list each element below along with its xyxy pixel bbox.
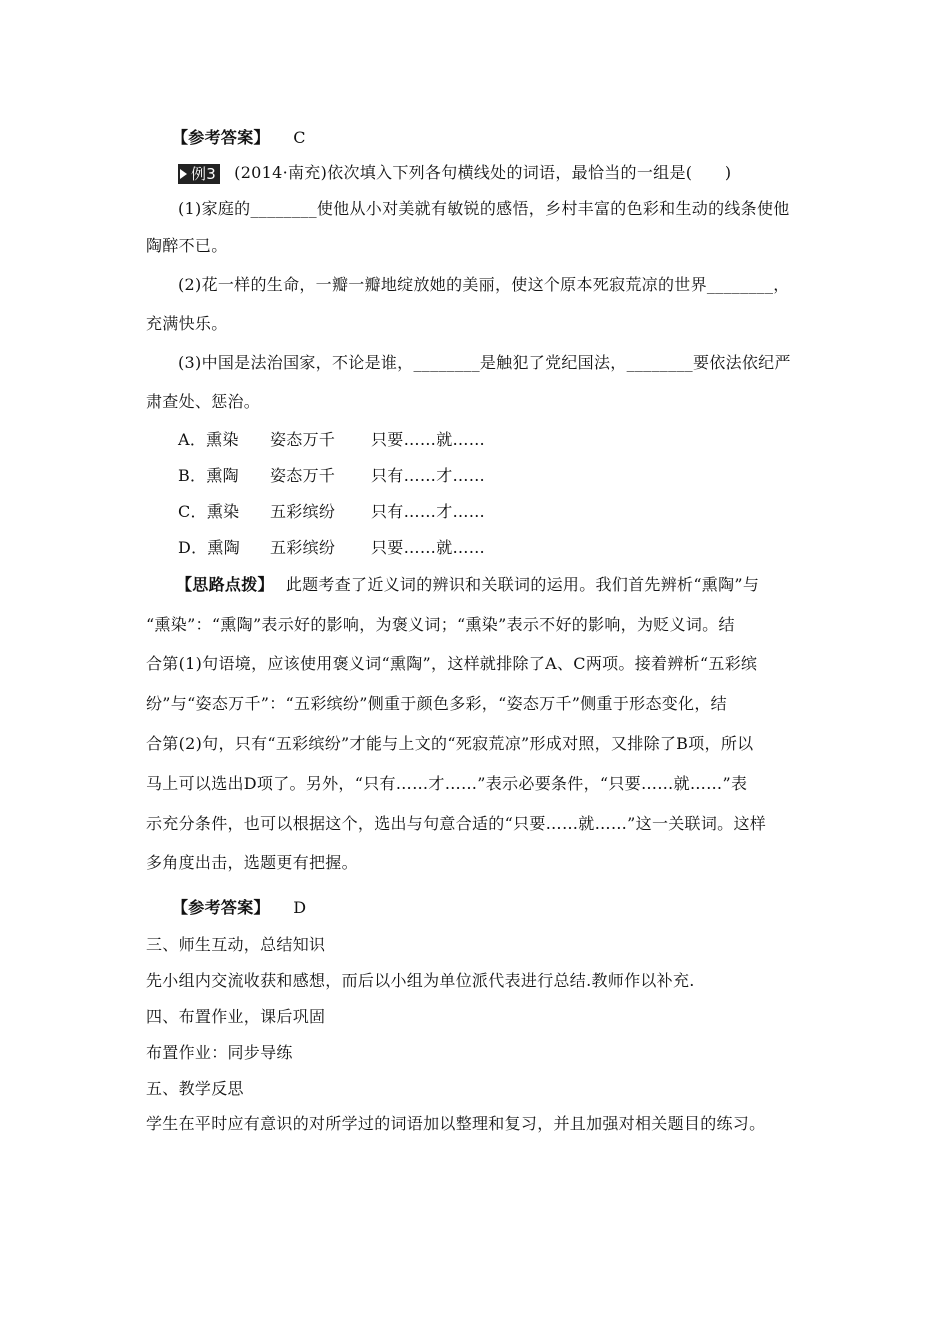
section-3-text: 先小组内交流收获和感想，而后以小组为单位派代表进行总结.教师作以补充.: [146, 971, 695, 990]
answer-1-value: C: [293, 128, 306, 147]
sentence-3b: 肃查处、惩治。: [146, 392, 261, 411]
analysis-line-6: 马上可以选出D项了。另外，“只有……才……”表示必要条件，“只要……就……”表: [146, 774, 748, 793]
section-5-title: 五、教学反思: [146, 1079, 244, 1098]
sentence-2a: (2)花一样的生命，一瓣一瓣地绽放她的美丽，使这个原本死寂荒凉的世界________，: [178, 275, 790, 294]
option-b-word3: 只有……才……: [371, 466, 486, 485]
option-c-letter: C．熏染: [178, 502, 240, 521]
answer-2-label: 【参考答案】: [172, 898, 270, 917]
option-d: [178, 537, 485, 559]
option-d-word3: 只要……就……: [371, 538, 486, 557]
example-stem: (2014·南充)依次填入下列各句横线处的词语，最恰当的一组是( ): [234, 163, 732, 182]
example-stem-line: [178, 162, 731, 184]
analysis-line-1: [176, 574, 759, 596]
analysis-text-1: 此题考查了近义词的辨识和关联词的运用。我们首先辨析“熏陶”与: [285, 575, 760, 594]
analysis-line-4: 纷”与“姿态万千”：“五彩缤纷”侧重于颜色多彩，“姿态万千”侧重于形态变化，结: [146, 694, 727, 713]
analysis-line-2: “熏染”：“熏陶”表示好的影响，为褒义词；“熏染”表示不好的影响，为贬义词。结: [146, 615, 735, 634]
option-a: [178, 429, 485, 451]
analysis-label: 【思路点拨】: [176, 575, 274, 594]
analysis-line-5: 合第(2)句，只有“五彩缤纷”才能与上文的“死寂荒凉”形成对照，又排除了B项，所以: [146, 734, 754, 753]
section-3-title: 三、师生互动，总结知识: [146, 935, 326, 954]
sentence-1b: 陶醉不已。: [146, 236, 228, 255]
play-triangle-icon: [180, 169, 187, 179]
option-d-word2: 五彩缤纷: [270, 538, 336, 557]
analysis-line-7: 示充分条件，也可以根据这个，选出与句意合适的“只要……就……”这一关联词。这样: [146, 814, 767, 833]
answer-1: [172, 127, 306, 149]
analysis-line-3: 合第(1)句语境，应该使用褒义词“熏陶”，这样就排除了A、C两项。接着辨析“五彩缤: [146, 654, 758, 673]
option-a-letter: A．熏染: [178, 430, 239, 449]
option-a-word2: 姿态万千: [270, 430, 336, 449]
option-b-word2: 姿态万千: [270, 466, 336, 485]
example-tag-label: 例3: [191, 164, 217, 183]
sentence-2b: 充满快乐。: [146, 314, 228, 333]
option-b: [178, 465, 485, 487]
answer-2-value: D: [293, 898, 307, 917]
section-4-text: 布置作业：同步导练: [146, 1043, 293, 1062]
option-a-word3: 只要……就……: [371, 430, 486, 449]
answer-1-label: 【参考答案】: [172, 128, 270, 147]
section-4-title: 四、布置作业，课后巩固: [146, 1007, 326, 1026]
option-b-letter: B．熏陶: [178, 466, 239, 485]
option-d-letter: D．熏陶: [178, 538, 241, 557]
option-c-word2: 五彩缤纷: [270, 502, 336, 521]
sentence-1a: (1)家庭的________使他从小对美就有敏锐的感悟，乡村丰富的色彩和生动的线条使他: [178, 199, 790, 218]
section-5-text: 学生在平时应有意识的对所学过的词语加以整理和复习，并且加强对相关题目的练习。: [146, 1114, 766, 1133]
option-c-word3: 只有……才……: [371, 502, 486, 521]
answer-2: [172, 897, 306, 919]
analysis-line-8: 多角度出击，选题更有把握。: [146, 853, 358, 872]
option-c: [178, 501, 485, 523]
example-tag: [178, 164, 220, 184]
sentence-3a: (3)中国是法治国家，不论是谁，________是触犯了党纪国法，________要依法依纪严: [178, 353, 791, 372]
